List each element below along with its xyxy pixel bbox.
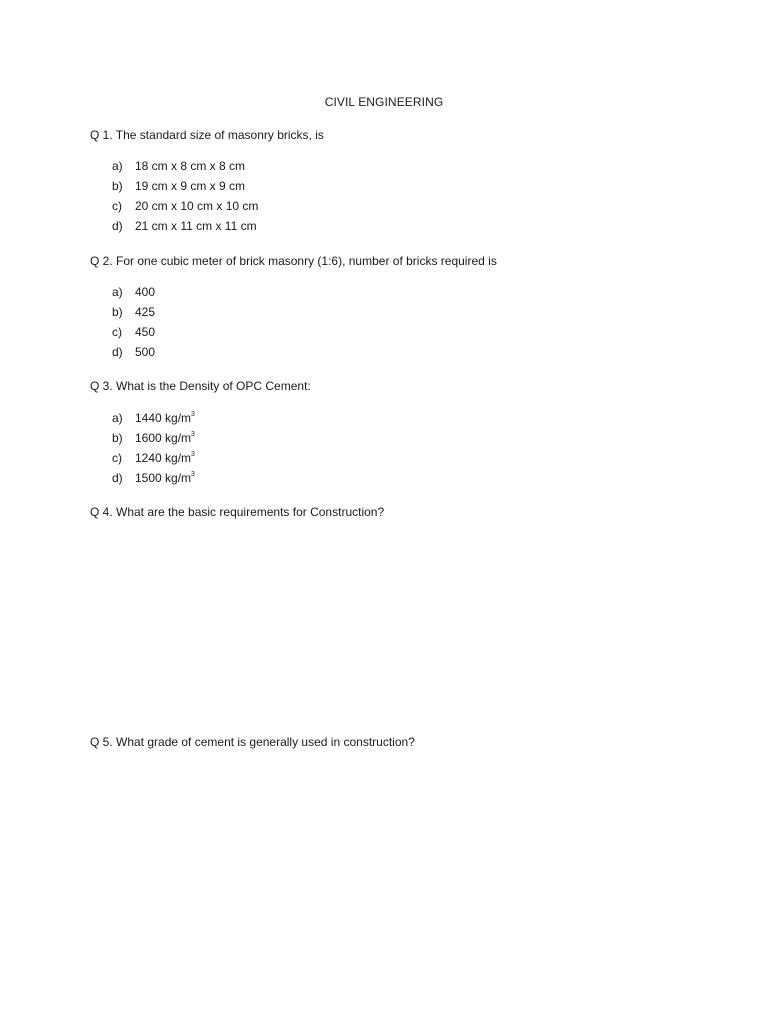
option-item [112,176,258,196]
question-3: Q 3. What is the Density of OPC Cement: [90,379,311,393]
option-letter: c) [112,199,122,213]
option-text: 450 [135,325,156,339]
question-1: Q 1. The standard size of masonry bricks, is [90,128,324,142]
option-text: 18 cm x 8 cm x 8 cm [135,159,246,173]
question-4: Q 4. What are the basic requirements for Construction? [90,505,385,519]
option-letter: d) [112,345,123,359]
option-letter: b) [112,431,123,445]
option-text: 21 cm x 11 cm x 11 cm [135,219,257,233]
option-item [112,448,195,468]
option-item [112,156,258,176]
option-letter: a) [112,285,123,299]
option-text: 19 cm x 9 cm x 9 cm [135,179,246,193]
option-item [112,322,155,342]
option-letter: b) [112,179,123,193]
option-text: 20 cm x 10 cm x 10 cm [135,199,259,213]
option-text: 1440 $kg/m^3$ [135,411,195,425]
question-1-options [112,156,258,236]
question-3-options [112,408,195,488]
option-item [112,428,195,448]
option-item [112,216,258,236]
option-letter: c) [112,325,122,339]
document-title: CIVIL ENGINEERING [324,95,444,109]
option-text: 1600 $kg/m^3$ [135,431,195,445]
option-item [112,302,155,322]
option-text: 400 [135,285,156,299]
option-letter: a) [112,411,123,425]
option-item [112,342,155,362]
option-letter: a) [112,159,123,173]
option-text: 1500 $kg/m^3$ [135,471,195,485]
option-item [112,408,195,428]
option-item [112,282,155,302]
option-letter: c) [112,451,122,465]
option-text: 1240 $kg/m^3$ [135,451,195,465]
option-item [112,468,195,488]
option-item [112,196,258,216]
option-text: 425 [135,305,156,319]
option-letter: b) [112,305,123,319]
question-5: Q 5. What grade of cement is generally used in construction? [90,735,415,749]
question-2-options [112,282,155,362]
option-text: 500 [135,345,156,359]
option-letter: d) [112,219,123,233]
option-letter: d) [112,471,123,485]
question-2: Q 2. For one cubic meter of brick masonry (1:6), number of bricks required is [90,254,497,268]
